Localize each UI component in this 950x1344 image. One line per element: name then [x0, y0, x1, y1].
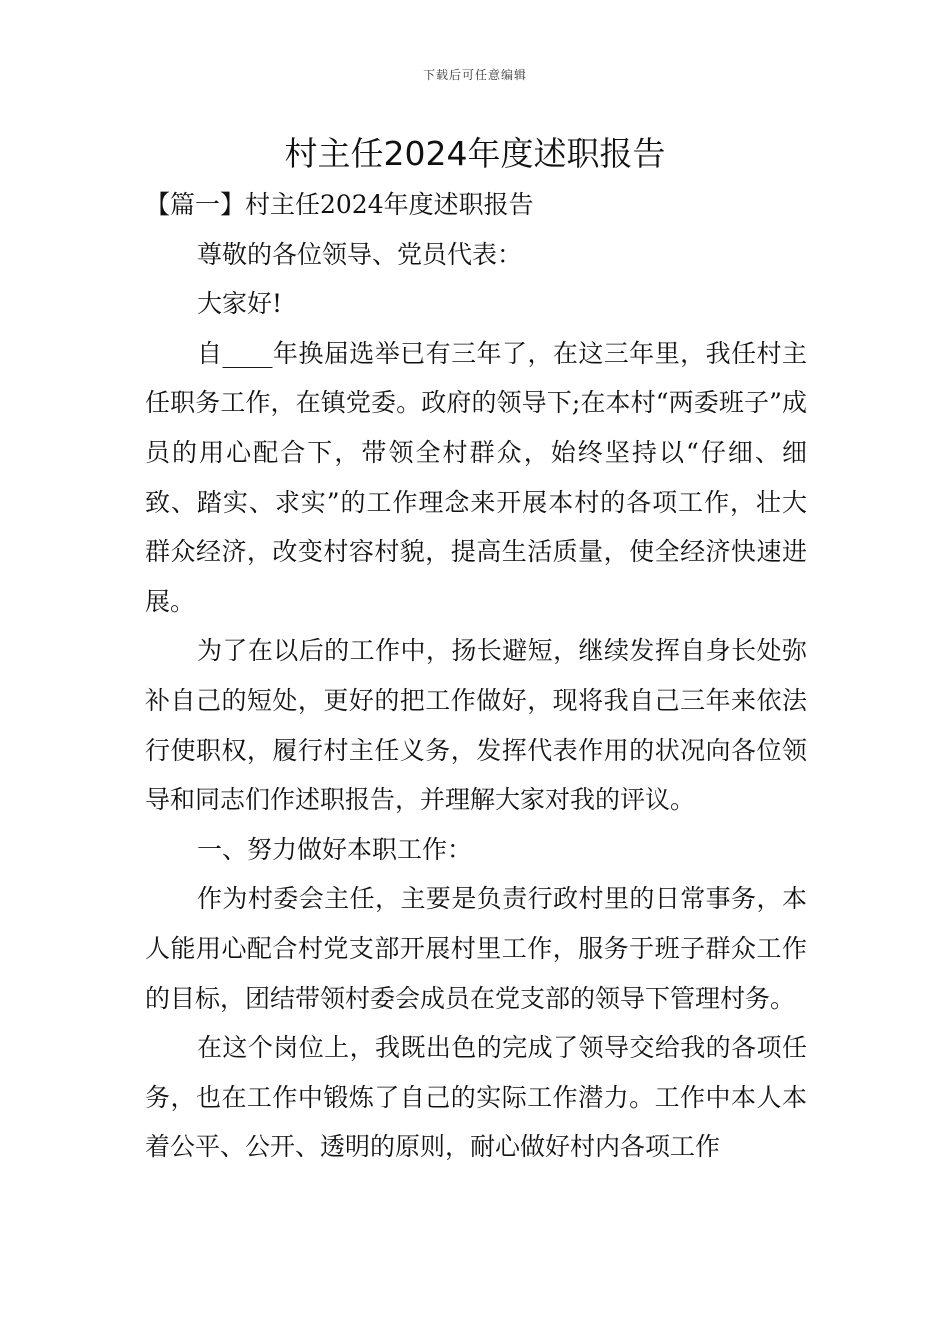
header-note: 下载后可任意编辑 [422, 68, 527, 82]
paragraph: 为了在以后的工作中，扬长避短，继续发挥自身长处弥补自己的短处，更好的把工作做好，现将我自己三年来依法行使职权，履行村主任义务，发挥代表作用的状况向各位领导和同志们作述职报告，并理解大家对我的评议。 [145, 636, 807, 815]
paragraph-heading: 一、努力做好本职工作： [197, 834, 473, 864]
paragraph: 作为村委会主任，主要是负责行政村里的日常事务，本人能用心配合村党支部开展村里工作，服务于班子群众工作的目标，团结带领村委会成员在党支部的领导下管理村务。 [145, 884, 807, 1013]
paragraph: 在这个岗位上，我既出色的完成了领导交给我的各项任务，也在工作中锻炼了自己的实际工作潜力。工作中本人本着公平、公开、透明的原则，耐心做好村内各项工作 [145, 1033, 807, 1162]
paragraph-greeting: 大家好! [197, 289, 283, 319]
paragraph-salutation: 尊敬的各位领导、党员代表： [197, 239, 523, 269]
section-title: 【篇一】村主任2024年度述职报告 [145, 190, 534, 219]
paragraph: 自____年换届选举已有三年了，在这三年里，我任村主任职务工作，在镇党委。政府的领导下;在本村“两委班子”成员的用心配合下，带领全村群众，始终坚持以“仔细、细致、踏实、求实”的工作理念来开展本村的各项工作，壮大群众经济，改变村容村貌，提高生活质量，使全经济快速进展。 [145, 338, 807, 616]
document-body [145, 180, 807, 1172]
document-title: 村主任2024年度述职报告 [284, 134, 666, 173]
